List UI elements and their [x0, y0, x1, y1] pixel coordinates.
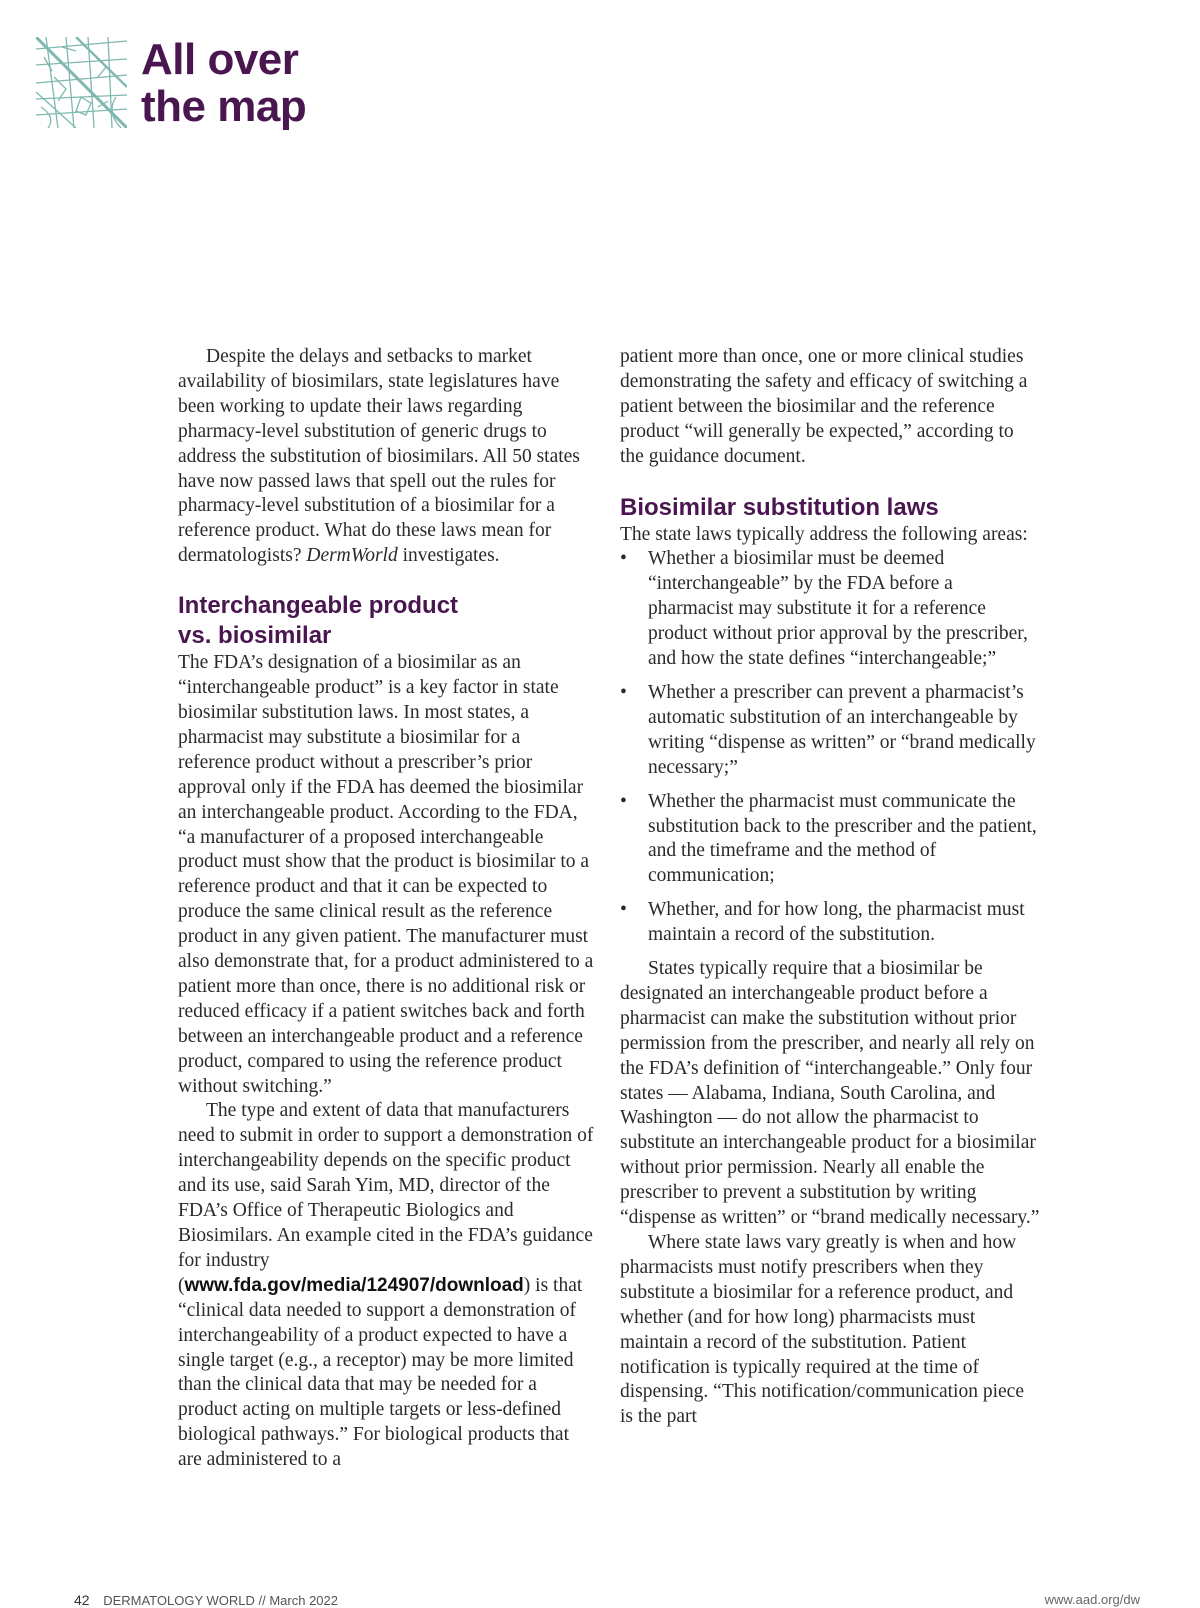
- fda-guidance-link[interactable]: www.fda.gov/media/124907/download: [184, 1274, 524, 1296]
- dermworld-italic: DermWorld: [306, 545, 398, 567]
- heading-line-1: Interchangeable product: [178, 592, 459, 620]
- body-paragraph-data: [178, 1099, 596, 1473]
- bullet-icon: •: [620, 790, 627, 812]
- bullet-icon: •: [620, 681, 627, 703]
- list-item-text: Whether a biosimilar must be deemed “interchangeable” by the FDA before a pharmacist may substitute it for a reference product without prior approval by the prescriber, and how the state defines “interchangeable;”: [648, 548, 1028, 670]
- page-number: 42: [74, 1592, 90, 1608]
- section-heading-interchangeable: [178, 591, 596, 651]
- intro-text: Despite the delays and setbacks to market availability of biosimilars, state legislatures have been working to update their laws regarding pharmacy-level substitution of generic drugs to address the substitution of biosimilars. All 50 states have now passed laws that spell out the rules for pharmacy-level substitution of a biosimilar for a reference product. What do these laws mean for dermatologists?: [178, 346, 580, 567]
- section-heading-substitution-laws: Biosimilar substitution laws: [620, 493, 939, 521]
- publication-info: DERMATOLOGY WORLD // March 2022: [103, 1593, 338, 1608]
- bullet-icon: •: [620, 899, 627, 921]
- left-column: [178, 345, 596, 1473]
- para2-tail: ) is that “clinical data needed to support a demonstration of interchangeability of a product expected to have a single target (e.g., a receptor) may be more limited than the clinical data that may be needed for a product acting on multiple targets or less-defined biological pathways.” For biological products that are administered to a: [178, 1274, 583, 1471]
- right-column: [620, 345, 1040, 1430]
- continuation-paragraph: patient more than once, one or more clinical studies demonstrating the safety and efficacy of switching a patient between the biosimilar and the reference product “will generally be expected,” according to the guidance document.: [620, 346, 1028, 467]
- body-paragraph-fda: The FDA’s designation of a biosimilar as an “interchangeable product” is a key factor in state biosimilar substitution laws. In most states, a pharmacist may substitute a biosimilar for a reference product without a prescriber’s prior approval only if the FDA has deemed the biosimilar an interchangeable product. According to the FDA, “a manufacturer of a proposed interchangeable product must show that the product is biosimilar to a reference product and that it can be expected to produce the same clinical result as the reference product in any given patient. The manufacturer must also demonstrate that, for a product administered to a patient more than once, there is no additional risk or reduced efficacy if a patient switches back and forth between an interchangeable product and a reference product, compared to using the reference product without switching.”: [178, 652, 594, 1097]
- list-intro: The state laws typically address the following areas:: [620, 523, 1028, 545]
- state-law-areas-list: [620, 547, 1040, 948]
- list-item: [620, 547, 1040, 672]
- intro-paragraph: [178, 345, 596, 569]
- list-item: [620, 790, 1040, 890]
- list-item: [620, 898, 1040, 948]
- page-title: [141, 36, 306, 130]
- list-item: [620, 681, 1040, 781]
- website-link[interactable]: www.aad.org/dw: [1044, 1592, 1140, 1607]
- title-line-1: All over: [141, 35, 299, 84]
- list-item-text: Whether the pharmacist must communicate the substitution back to the prescriber and the patient, and the timeframe and the method of communication;: [648, 790, 1037, 887]
- intro-tail: investigates.: [397, 545, 500, 567]
- bullet-icon: •: [620, 548, 627, 570]
- map-icon: [36, 37, 127, 128]
- heading-line-2: vs. biosimilar: [178, 622, 332, 650]
- list-item-text: Whether a prescriber can prevent a pharmacist’s automatic substitution of an interchangeable by writing “dispense as written” or “brand medically necessary;”: [648, 681, 1036, 778]
- body-paragraph-notification: Where state laws vary greatly is when and how pharmacists must notify prescribers when they substitute a biosimilar for a reference product, and whether (and for how long) pharmacists must maintain a record of the substitution. Patient notification is typically required at the time of dispensing. “This notification/communication piece is the part: [620, 1232, 1024, 1428]
- body-paragraph-states: States typically require that a biosimilar be designated an interchangeable product before a pharmacist can make the substitution without prior permission from the prescriber, and nearly all rely on the FDA’s definition of “interchangeable.” Only four states — Alabama, Indiana, South Carolina, and Washington — do not allow the pharmacist to substitute an interchangeable product for a biosimilar without prior permission. Nearly all enable the prescriber to prevent a substitution by writing “dispense as written” or “brand medically necessary.”: [620, 958, 1040, 1229]
- title-line-2: the map: [141, 82, 307, 131]
- list-item-text: Whether, and for how long, the pharmacist must maintain a record of the substitution.: [648, 899, 1025, 946]
- para2-text: The type and extent of data that manufacturers need to submit in order to support a demonstration of interchangeability depends on the specific product and its use, said Sarah Yim, MD, director of the FDA’s Office of Therapeutic Biologics and Biosimilars. An example cited in the FDA’s guidance for industry (: [178, 1100, 594, 1296]
